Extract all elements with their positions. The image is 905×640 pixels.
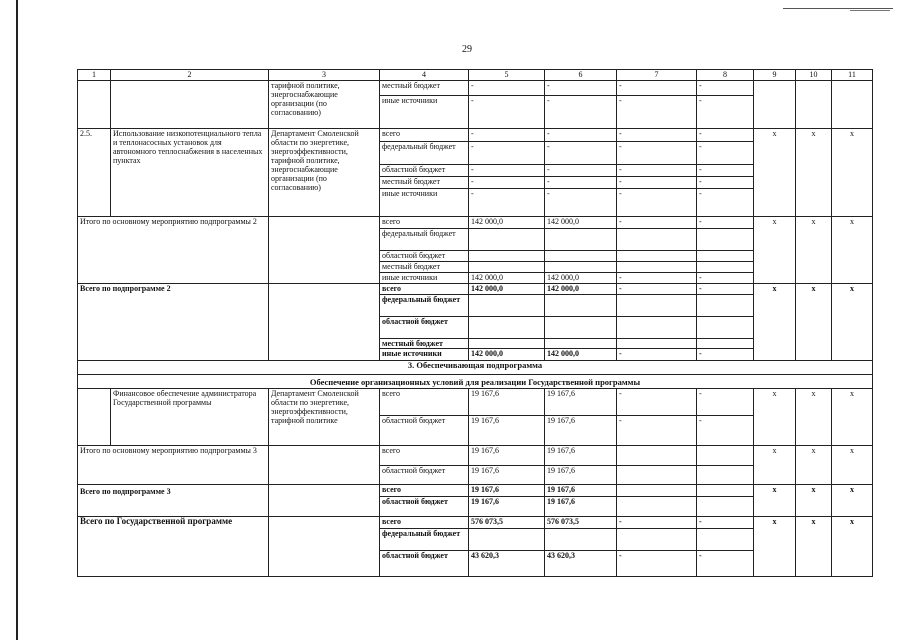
value-cell <box>617 295 697 317</box>
col-num: 9 <box>754 70 796 81</box>
source-label: всего <box>380 389 469 416</box>
value-cell: - <box>617 284 697 295</box>
value-cell <box>697 251 754 262</box>
value-cell: - <box>697 517 754 529</box>
value-cell: - <box>697 349 754 361</box>
value-cell <box>617 446 697 466</box>
value-cell <box>545 262 617 273</box>
value-cell: - <box>697 273 754 284</box>
value-cell: - <box>545 81 617 96</box>
value-cell <box>469 229 545 251</box>
value-cell: 576 073,5 <box>545 517 617 529</box>
value-cell: 19 167,6 <box>469 497 545 517</box>
value-cell <box>697 317 754 339</box>
value-cell: - <box>697 284 754 295</box>
value-cell <box>617 466 697 485</box>
cell-empty <box>269 217 380 284</box>
column-number-row <box>78 70 873 81</box>
value-cell: 19 167,6 <box>545 389 617 416</box>
value-cell: - <box>617 142 697 165</box>
indicator-cell: х <box>754 129 796 217</box>
value-cell: - <box>617 217 697 229</box>
cell-empty <box>754 81 796 129</box>
value-cell: - <box>469 165 545 177</box>
source-label: федеральный бюджет <box>380 142 469 165</box>
responsible-dept: Департамент Смоленской области по энергетике, энергоэффективности, тарифной политике, энергоснабжающие организации (по согласованию) <box>269 129 380 217</box>
table-row <box>78 517 873 529</box>
indicator-cell: х <box>796 217 832 284</box>
source-label: иные источники <box>380 96 469 129</box>
section-row <box>78 361 873 375</box>
value-cell: - <box>697 189 754 217</box>
value-cell: 19 167,6 <box>469 466 545 485</box>
value-cell: - <box>545 177 617 189</box>
value-cell: 19 167,6 <box>545 446 617 466</box>
indicator-cell: х <box>796 517 832 577</box>
source-label: местный бюджет <box>380 262 469 273</box>
value-cell: - <box>617 165 697 177</box>
value-cell: - <box>617 349 697 361</box>
indicator-cell: х <box>832 389 873 446</box>
value-cell <box>697 295 754 317</box>
value-cell <box>697 529 754 551</box>
value-cell <box>617 317 697 339</box>
cell-empty <box>269 284 380 361</box>
responsible-dept: Департамент Смоленской области по энергетике, энергоэффективности, тарифной политике <box>269 389 380 446</box>
scan-edge-line <box>16 0 18 640</box>
value-cell: - <box>697 142 754 165</box>
measure-name: Финансовое обеспечение администратора Государственной программы <box>111 389 269 446</box>
source-label: всего <box>380 129 469 142</box>
value-cell: - <box>617 189 697 217</box>
value-cell: - <box>469 177 545 189</box>
indicator-cell: х <box>832 446 873 485</box>
indicator-cell: х <box>796 446 832 485</box>
value-cell: 19 167,6 <box>545 466 617 485</box>
source-label: областной бюджет <box>380 317 469 339</box>
table-row <box>78 129 873 142</box>
col-num: 6 <box>545 70 617 81</box>
value-cell <box>545 229 617 251</box>
value-cell: - <box>697 389 754 416</box>
value-cell: 142 000,0 <box>545 273 617 284</box>
indicator-cell: х <box>796 389 832 446</box>
value-cell: - <box>545 142 617 165</box>
value-cell: - <box>617 177 697 189</box>
value-cell <box>469 339 545 349</box>
value-cell: 142 000,0 <box>469 349 545 361</box>
cell-empty <box>269 517 380 577</box>
budget-table <box>77 69 873 577</box>
table-row <box>78 81 873 96</box>
source-label: областной бюджет <box>380 497 469 517</box>
cell-empty <box>796 81 832 129</box>
value-cell: - <box>617 551 697 577</box>
subtotal-label: Итого по основному мероприятию подпрограммы 3 <box>78 446 269 485</box>
cell-empty <box>832 81 873 129</box>
scan-mark <box>783 8 893 9</box>
source-label: федеральный бюджет <box>380 529 469 551</box>
value-cell: - <box>697 416 754 446</box>
value-cell: 142 000,0 <box>545 217 617 229</box>
table-row <box>78 217 873 229</box>
value-cell: 19 167,6 <box>469 485 545 497</box>
value-cell: - <box>617 416 697 446</box>
source-label: областной бюджет <box>380 251 469 262</box>
value-cell: - <box>697 551 754 577</box>
subtotal-label: Итого по основному мероприятию подпрограммы 2 <box>78 217 269 284</box>
value-cell: - <box>545 96 617 129</box>
indicator-cell: х <box>754 389 796 446</box>
value-cell <box>469 295 545 317</box>
value-cell: - <box>617 96 697 129</box>
indicator-cell: х <box>754 446 796 485</box>
value-cell <box>617 262 697 273</box>
value-cell <box>469 317 545 339</box>
value-cell <box>697 466 754 485</box>
col-num: 4 <box>380 70 469 81</box>
value-cell: - <box>697 165 754 177</box>
cell-empty <box>269 446 380 485</box>
value-cell <box>545 317 617 339</box>
value-cell <box>617 497 697 517</box>
indicator-cell: х <box>796 485 832 517</box>
source-label: областной бюджет <box>380 416 469 446</box>
source-label: всего <box>380 517 469 529</box>
value-cell <box>697 229 754 251</box>
value-cell: 19 167,6 <box>469 446 545 466</box>
indicator-cell: х <box>832 284 873 361</box>
col-num: 11 <box>832 70 873 81</box>
value-cell <box>469 529 545 551</box>
table-row <box>78 389 873 416</box>
col-num: 8 <box>697 70 754 81</box>
indicator-cell: х <box>832 129 873 217</box>
value-cell: - <box>697 129 754 142</box>
table-row <box>78 485 873 497</box>
value-cell: - <box>617 389 697 416</box>
value-cell <box>545 251 617 262</box>
value-cell <box>697 485 754 497</box>
value-cell: 43 620,3 <box>545 551 617 577</box>
value-cell: - <box>617 81 697 96</box>
indicator-cell: х <box>796 129 832 217</box>
source-label: областной бюджет <box>380 165 469 177</box>
value-cell: - <box>469 81 545 96</box>
value-cell <box>469 262 545 273</box>
source-label: всего <box>380 485 469 497</box>
indicator-cell: х <box>832 217 873 284</box>
source-label: иные источники <box>380 349 469 361</box>
value-cell: 19 167,6 <box>545 416 617 446</box>
scan-mark <box>850 10 890 11</box>
value-cell <box>617 529 697 551</box>
source-label: местный бюджет <box>380 81 469 96</box>
indicator-cell: х <box>754 517 796 577</box>
value-cell: 576 073,5 <box>469 517 545 529</box>
value-cell: 19 167,6 <box>469 389 545 416</box>
source-label: федеральный бюджет <box>380 229 469 251</box>
measure-name: Использование низкопотенциального тепла и теплонасосных установок для автономного теплоснабжения в населенных пунктах <box>111 129 269 217</box>
value-cell: - <box>469 129 545 142</box>
col-num: 7 <box>617 70 697 81</box>
col-num: 10 <box>796 70 832 81</box>
value-cell: - <box>697 217 754 229</box>
indicator-cell: х <box>832 517 873 577</box>
cell-empty <box>269 485 380 517</box>
total-label: Всего по подпрограмме 3 <box>78 485 269 517</box>
section-row <box>78 375 873 389</box>
source-label: иные источники <box>380 189 469 217</box>
cell-empty <box>78 81 111 129</box>
source-label: всего <box>380 446 469 466</box>
value-cell <box>617 251 697 262</box>
col-num: 5 <box>469 70 545 81</box>
value-cell: 19 167,6 <box>545 485 617 497</box>
source-label: областной бюджет <box>380 551 469 577</box>
total-label: Всего по подпрограмме 2 <box>78 284 269 361</box>
table-row <box>78 446 873 466</box>
value-cell: - <box>617 129 697 142</box>
value-cell <box>697 262 754 273</box>
value-cell: - <box>469 142 545 165</box>
col-num: 2 <box>111 70 269 81</box>
indicator-cell: х <box>754 284 796 361</box>
value-cell: 19 167,6 <box>469 416 545 446</box>
source-label: местный бюджет <box>380 177 469 189</box>
value-cell <box>617 485 697 497</box>
value-cell: - <box>545 189 617 217</box>
value-cell: - <box>545 129 617 142</box>
value-cell: - <box>617 517 697 529</box>
source-label: областной бюджет <box>380 466 469 485</box>
value-cell: 142 000,0 <box>469 284 545 295</box>
value-cell: 142 000,0 <box>469 217 545 229</box>
indicator-cell: х <box>832 485 873 517</box>
value-cell: - <box>697 96 754 129</box>
value-cell <box>697 497 754 517</box>
value-cell: 142 000,0 <box>545 349 617 361</box>
section-title: 3. Обеспечивающая подпрограмма <box>78 361 873 375</box>
indicator-cell: х <box>754 217 796 284</box>
section-subtitle: Обеспечение организационных условий для реализации Государственной программы <box>78 375 873 389</box>
row-number: 2.5. <box>78 129 111 217</box>
source-label: иные источники <box>380 273 469 284</box>
source-label: всего <box>380 284 469 295</box>
value-cell: - <box>545 165 617 177</box>
value-cell: 142 000,0 <box>545 284 617 295</box>
value-cell <box>617 229 697 251</box>
value-cell <box>545 295 617 317</box>
table-row <box>78 284 873 295</box>
value-cell: - <box>697 177 754 189</box>
value-cell <box>617 339 697 349</box>
source-label: федеральный бюджет <box>380 295 469 317</box>
col-num: 1 <box>78 70 111 81</box>
cell-empty <box>111 81 269 129</box>
grand-total-label: Всего по Государственной программе <box>78 517 269 577</box>
value-cell: 142 000,0 <box>469 273 545 284</box>
cont-dept: тарифной политике, энергоснабжающие организации (по согласованию) <box>269 81 380 129</box>
value-cell: - <box>617 273 697 284</box>
value-cell: 43 620,3 <box>469 551 545 577</box>
value-cell <box>469 251 545 262</box>
source-label: местный бюджет <box>380 339 469 349</box>
value-cell: - <box>469 189 545 217</box>
value-cell: 19 167,6 <box>545 497 617 517</box>
col-num: 3 <box>269 70 380 81</box>
cell-empty <box>78 389 111 446</box>
value-cell <box>697 339 754 349</box>
indicator-cell: х <box>754 485 796 517</box>
value-cell: - <box>697 81 754 96</box>
value-cell <box>697 446 754 466</box>
page-number: 29 <box>462 44 472 55</box>
value-cell <box>545 529 617 551</box>
value-cell: - <box>469 96 545 129</box>
indicator-cell: х <box>796 284 832 361</box>
source-label: всего <box>380 217 469 229</box>
value-cell <box>545 339 617 349</box>
